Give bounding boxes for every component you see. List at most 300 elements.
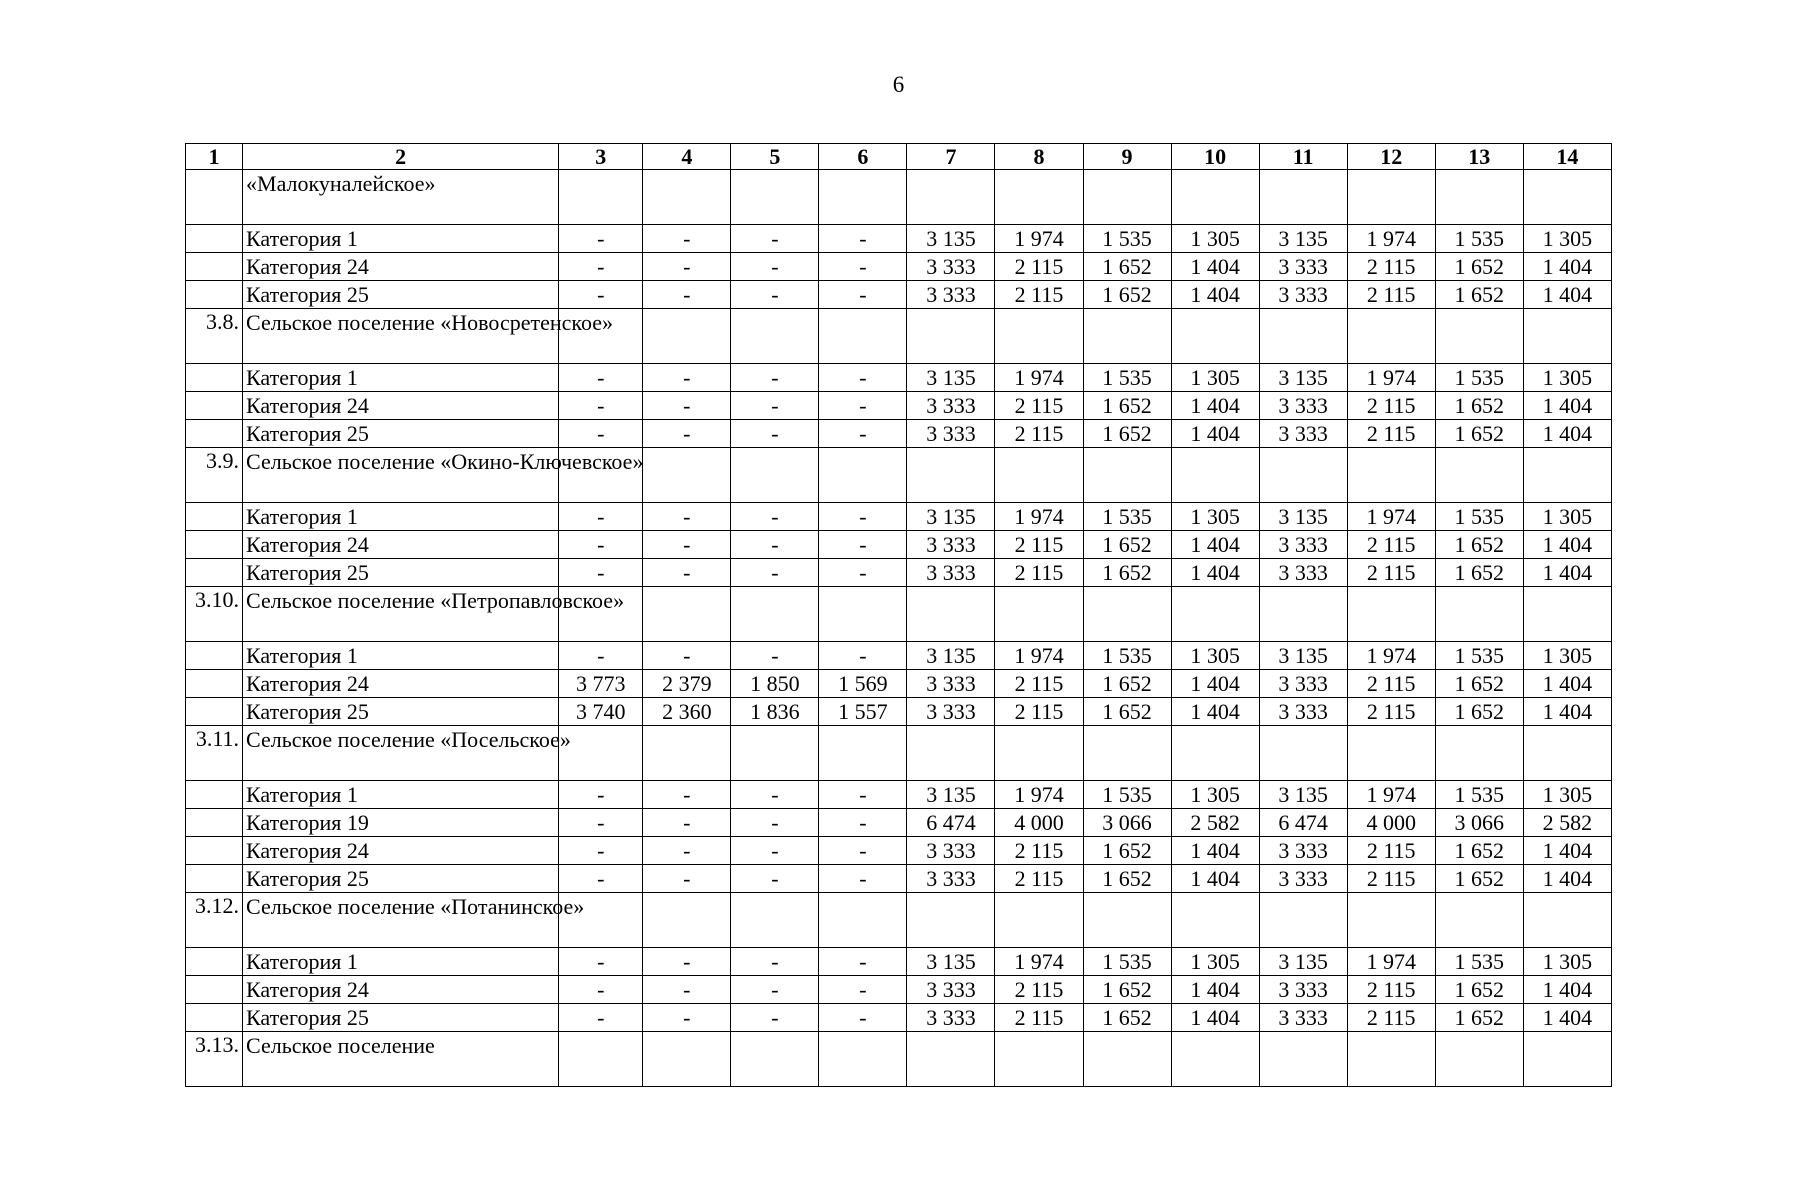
value-cell-col-4: - bbox=[643, 420, 731, 448]
value-cell-col-6: 1 557 bbox=[819, 698, 907, 726]
value-cell-col-6 bbox=[819, 309, 907, 364]
value-cell-col-12: 1 974 bbox=[1347, 642, 1435, 670]
value-cell-col-9: 1 652 bbox=[1083, 837, 1171, 865]
row-number: 3.9. bbox=[186, 448, 243, 503]
value-cell-col-13: 1 652 bbox=[1435, 531, 1523, 559]
row-number: 3.11. bbox=[186, 726, 243, 781]
value-cell-col-4 bbox=[643, 587, 731, 642]
row-number: 3.13. bbox=[186, 1032, 243, 1087]
row-number bbox=[186, 503, 243, 531]
value-cell-col-9: 1 652 bbox=[1083, 531, 1171, 559]
category-name: Категория 25 bbox=[243, 1004, 559, 1032]
value-cell-col-11: 3 333 bbox=[1259, 837, 1347, 865]
row-number bbox=[186, 809, 243, 837]
value-cell-col-4: - bbox=[643, 865, 731, 893]
value-cell-col-5: - bbox=[731, 837, 819, 865]
value-cell-col-4: - bbox=[643, 281, 731, 309]
value-cell-col-9: 1 652 bbox=[1083, 976, 1171, 1004]
row-number bbox=[186, 559, 243, 587]
value-cell-col-9 bbox=[1083, 309, 1171, 364]
value-cell-col-8 bbox=[995, 170, 1083, 225]
value-cell-col-12: 2 115 bbox=[1347, 531, 1435, 559]
value-cell-col-3: 3 740 bbox=[559, 698, 643, 726]
value-cell-col-12: 1 974 bbox=[1347, 948, 1435, 976]
value-cell-col-7: 6 474 bbox=[907, 809, 995, 837]
row-number bbox=[186, 253, 243, 281]
value-cell-col-10: 1 404 bbox=[1171, 837, 1259, 865]
category-name: Категория 24 bbox=[243, 531, 559, 559]
value-cell-col-11: 3 333 bbox=[1259, 865, 1347, 893]
value-cell-col-12 bbox=[1347, 309, 1435, 364]
table-row bbox=[186, 976, 1612, 1004]
value-cell-col-10 bbox=[1171, 448, 1259, 503]
value-cell-col-12: 2 115 bbox=[1347, 559, 1435, 587]
category-name: Категория 25 bbox=[243, 420, 559, 448]
value-cell-col-10: 2 582 bbox=[1171, 809, 1259, 837]
table-row bbox=[186, 503, 1612, 531]
value-cell-col-11: 3 135 bbox=[1259, 225, 1347, 253]
value-cell-col-9: 1 535 bbox=[1083, 642, 1171, 670]
value-cell-col-6: - bbox=[819, 392, 907, 420]
value-cell-col-11 bbox=[1259, 170, 1347, 225]
value-cell-col-14: 1 305 bbox=[1523, 948, 1611, 976]
value-cell-col-10: 1 404 bbox=[1171, 392, 1259, 420]
column-header-1: 1 bbox=[186, 144, 243, 170]
value-cell-col-10: 1 305 bbox=[1171, 503, 1259, 531]
value-cell-col-3: - bbox=[559, 948, 643, 976]
value-cell-col-5: - bbox=[731, 253, 819, 281]
settlement-name: «Малокуналейское» bbox=[243, 170, 559, 225]
value-cell-col-10 bbox=[1171, 893, 1259, 948]
value-cell-col-5: - bbox=[731, 503, 819, 531]
value-cell-col-9: 1 535 bbox=[1083, 948, 1171, 976]
row-number: 3.12. bbox=[186, 893, 243, 948]
value-cell-col-14: 1 404 bbox=[1523, 837, 1611, 865]
column-header-5: 5 bbox=[731, 144, 819, 170]
value-cell-col-8: 2 115 bbox=[995, 531, 1083, 559]
value-cell-col-8 bbox=[995, 893, 1083, 948]
value-cell-col-6: 1 569 bbox=[819, 670, 907, 698]
section-row bbox=[186, 170, 1612, 225]
value-cell-col-8: 1 974 bbox=[995, 225, 1083, 253]
value-cell-col-13: 1 652 bbox=[1435, 976, 1523, 1004]
value-cell-col-11: 3 333 bbox=[1259, 670, 1347, 698]
value-cell-col-13: 1 535 bbox=[1435, 642, 1523, 670]
value-cell-col-10: 1 404 bbox=[1171, 420, 1259, 448]
value-cell-col-4: - bbox=[643, 1004, 731, 1032]
table-row bbox=[186, 948, 1612, 976]
table-row bbox=[186, 670, 1612, 698]
value-cell-col-7: 3 135 bbox=[907, 225, 995, 253]
value-cell-col-6: - bbox=[819, 1004, 907, 1032]
value-cell-col-13: 3 066 bbox=[1435, 809, 1523, 837]
table-body bbox=[186, 170, 1612, 1087]
value-cell-col-10: 1 305 bbox=[1171, 948, 1259, 976]
value-cell-col-9: 1 652 bbox=[1083, 865, 1171, 893]
value-cell-col-7: 3 135 bbox=[907, 781, 995, 809]
category-name: Категория 1 bbox=[243, 225, 559, 253]
row-number bbox=[186, 781, 243, 809]
column-header-3: 3 bbox=[559, 144, 643, 170]
value-cell-col-4: - bbox=[643, 781, 731, 809]
value-cell-col-13: 1 535 bbox=[1435, 781, 1523, 809]
value-cell-col-14 bbox=[1523, 587, 1611, 642]
category-name: Категория 24 bbox=[243, 837, 559, 865]
value-cell-col-7 bbox=[907, 309, 995, 364]
table-row bbox=[186, 1004, 1612, 1032]
value-cell-col-5: - bbox=[731, 1004, 819, 1032]
row-number bbox=[186, 948, 243, 976]
value-cell-col-6 bbox=[819, 893, 907, 948]
value-cell-col-13: 1 652 bbox=[1435, 281, 1523, 309]
value-cell-col-3 bbox=[559, 726, 643, 781]
value-cell-col-10 bbox=[1171, 309, 1259, 364]
value-cell-col-4 bbox=[643, 170, 731, 225]
value-cell-col-12 bbox=[1347, 893, 1435, 948]
table-row bbox=[186, 531, 1612, 559]
category-name: Категория 1 bbox=[243, 364, 559, 392]
value-cell-col-5 bbox=[731, 726, 819, 781]
value-cell-col-5: - bbox=[731, 225, 819, 253]
value-cell-col-14 bbox=[1523, 726, 1611, 781]
value-cell-col-8: 2 115 bbox=[995, 698, 1083, 726]
value-cell-col-13 bbox=[1435, 448, 1523, 503]
value-cell-col-11: 3 333 bbox=[1259, 531, 1347, 559]
value-cell-col-5 bbox=[731, 170, 819, 225]
value-cell-col-4: - bbox=[643, 976, 731, 1004]
value-cell-col-7: 3 333 bbox=[907, 281, 995, 309]
value-cell-col-9: 1 652 bbox=[1083, 698, 1171, 726]
value-cell-col-10: 1 404 bbox=[1171, 559, 1259, 587]
value-cell-col-5: 1 836 bbox=[731, 698, 819, 726]
row-number bbox=[186, 392, 243, 420]
table-row bbox=[186, 281, 1612, 309]
value-cell-col-13 bbox=[1435, 309, 1523, 364]
value-cell-col-7 bbox=[907, 448, 995, 503]
row-number bbox=[186, 1004, 243, 1032]
table-row bbox=[186, 420, 1612, 448]
value-cell-col-6: - bbox=[819, 559, 907, 587]
table-header-row bbox=[186, 144, 1612, 170]
value-cell-col-7: 3 333 bbox=[907, 865, 995, 893]
settlement-name: Сельское поселение «Новосретенское» bbox=[243, 309, 559, 364]
value-cell-col-13 bbox=[1435, 893, 1523, 948]
value-cell-col-9: 1 652 bbox=[1083, 1004, 1171, 1032]
row-number: 3.10. bbox=[186, 587, 243, 642]
value-cell-col-8: 4 000 bbox=[995, 809, 1083, 837]
value-cell-col-3: - bbox=[559, 642, 643, 670]
value-cell-col-11: 3 333 bbox=[1259, 976, 1347, 1004]
value-cell-col-8 bbox=[995, 448, 1083, 503]
value-cell-col-8: 2 115 bbox=[995, 253, 1083, 281]
value-cell-col-3: 3 773 bbox=[559, 670, 643, 698]
value-cell-col-8: 2 115 bbox=[995, 392, 1083, 420]
column-header-11: 11 bbox=[1259, 144, 1347, 170]
column-header-13: 13 bbox=[1435, 144, 1523, 170]
value-cell-col-7 bbox=[907, 726, 995, 781]
row-number bbox=[186, 837, 243, 865]
value-cell-col-13: 1 535 bbox=[1435, 364, 1523, 392]
column-header-4: 4 bbox=[643, 144, 731, 170]
row-number bbox=[186, 865, 243, 893]
column-header-8: 8 bbox=[995, 144, 1083, 170]
value-cell-col-7: 3 333 bbox=[907, 253, 995, 281]
value-cell-col-8 bbox=[995, 309, 1083, 364]
value-cell-col-11 bbox=[1259, 587, 1347, 642]
value-cell-col-13: 1 652 bbox=[1435, 1004, 1523, 1032]
value-cell-col-12 bbox=[1347, 1032, 1435, 1087]
value-cell-col-13: 1 652 bbox=[1435, 420, 1523, 448]
value-cell-col-14: 2 582 bbox=[1523, 809, 1611, 837]
value-cell-col-6: - bbox=[819, 837, 907, 865]
value-cell-col-11: 3 135 bbox=[1259, 948, 1347, 976]
value-cell-col-14: 1 404 bbox=[1523, 253, 1611, 281]
value-cell-col-9: 1 652 bbox=[1083, 559, 1171, 587]
value-cell-col-5 bbox=[731, 448, 819, 503]
value-cell-col-7 bbox=[907, 893, 995, 948]
table-row bbox=[186, 781, 1612, 809]
value-cell-col-6: - bbox=[819, 865, 907, 893]
value-cell-col-11 bbox=[1259, 1032, 1347, 1087]
value-cell-col-14: 1 404 bbox=[1523, 281, 1611, 309]
value-cell-col-4: 2 379 bbox=[643, 670, 731, 698]
value-cell-col-8 bbox=[995, 1032, 1083, 1087]
value-cell-col-10: 1 305 bbox=[1171, 364, 1259, 392]
value-cell-col-3: - bbox=[559, 392, 643, 420]
value-cell-col-14 bbox=[1523, 309, 1611, 364]
value-cell-col-3 bbox=[559, 1032, 643, 1087]
value-cell-col-11: 3 135 bbox=[1259, 503, 1347, 531]
value-cell-col-5: - bbox=[731, 559, 819, 587]
settlement-name: Сельское поселение «Петропавловское» bbox=[243, 587, 559, 642]
value-cell-col-3: - bbox=[559, 503, 643, 531]
value-cell-col-4: - bbox=[643, 559, 731, 587]
value-cell-col-13: 1 652 bbox=[1435, 865, 1523, 893]
section-row bbox=[186, 448, 1612, 503]
value-cell-col-14: 1 404 bbox=[1523, 392, 1611, 420]
value-cell-col-4: - bbox=[643, 531, 731, 559]
value-cell-col-8: 2 115 bbox=[995, 837, 1083, 865]
value-cell-col-4 bbox=[643, 1032, 731, 1087]
value-cell-col-6: - bbox=[819, 503, 907, 531]
value-cell-col-13 bbox=[1435, 587, 1523, 642]
value-cell-col-3: - bbox=[559, 225, 643, 253]
value-cell-col-9 bbox=[1083, 448, 1171, 503]
value-cell-col-6: - bbox=[819, 531, 907, 559]
value-cell-col-7: 3 333 bbox=[907, 698, 995, 726]
value-cell-col-13: 1 652 bbox=[1435, 698, 1523, 726]
value-cell-col-12 bbox=[1347, 170, 1435, 225]
value-cell-col-14: 1 404 bbox=[1523, 420, 1611, 448]
value-cell-col-8: 1 974 bbox=[995, 642, 1083, 670]
value-cell-col-14 bbox=[1523, 448, 1611, 503]
column-header-14: 14 bbox=[1523, 144, 1611, 170]
value-cell-col-11 bbox=[1259, 726, 1347, 781]
row-number bbox=[186, 642, 243, 670]
value-cell-col-14: 1 404 bbox=[1523, 865, 1611, 893]
value-cell-col-7: 3 333 bbox=[907, 1004, 995, 1032]
value-cell-col-4 bbox=[643, 893, 731, 948]
value-cell-col-13: 1 652 bbox=[1435, 670, 1523, 698]
value-cell-col-7: 3 333 bbox=[907, 670, 995, 698]
table-row bbox=[186, 253, 1612, 281]
value-cell-col-4: - bbox=[643, 642, 731, 670]
value-cell-col-4 bbox=[643, 726, 731, 781]
table-row bbox=[186, 559, 1612, 587]
section-row bbox=[186, 893, 1612, 948]
settlement-name: Сельское поселение «Посельское» bbox=[243, 726, 559, 781]
value-cell-col-12 bbox=[1347, 448, 1435, 503]
table-row bbox=[186, 865, 1612, 893]
settlement-name: Сельское поселение «Окино-Ключевское» bbox=[243, 448, 559, 503]
value-cell-col-3: - bbox=[559, 559, 643, 587]
value-cell-col-9: 1 652 bbox=[1083, 420, 1171, 448]
category-name: Категория 24 bbox=[243, 392, 559, 420]
value-cell-col-14: 1 305 bbox=[1523, 642, 1611, 670]
value-cell-col-12: 2 115 bbox=[1347, 837, 1435, 865]
row-number bbox=[186, 531, 243, 559]
value-cell-col-11 bbox=[1259, 448, 1347, 503]
value-cell-col-8: 2 115 bbox=[995, 420, 1083, 448]
value-cell-col-7: 3 333 bbox=[907, 420, 995, 448]
value-cell-col-4: - bbox=[643, 837, 731, 865]
value-cell-col-13: 1 652 bbox=[1435, 837, 1523, 865]
value-cell-col-5: - bbox=[731, 642, 819, 670]
value-cell-col-5: - bbox=[731, 781, 819, 809]
section-row bbox=[186, 587, 1612, 642]
value-cell-col-7: 3 135 bbox=[907, 364, 995, 392]
value-cell-col-5: 1 850 bbox=[731, 670, 819, 698]
value-cell-col-8: 2 115 bbox=[995, 559, 1083, 587]
value-cell-col-5: - bbox=[731, 865, 819, 893]
settlement-name: Сельское поселение «Потанинское» bbox=[243, 893, 559, 948]
value-cell-col-9 bbox=[1083, 893, 1171, 948]
value-cell-col-12: 2 115 bbox=[1347, 1004, 1435, 1032]
category-name: Категория 1 bbox=[243, 948, 559, 976]
table-row bbox=[186, 225, 1612, 253]
value-cell-col-9: 1 652 bbox=[1083, 281, 1171, 309]
row-number bbox=[186, 225, 243, 253]
value-cell-col-6: - bbox=[819, 364, 907, 392]
row-number bbox=[186, 420, 243, 448]
value-cell-col-6: - bbox=[819, 642, 907, 670]
value-cell-col-10: 1 305 bbox=[1171, 225, 1259, 253]
value-cell-col-6: - bbox=[819, 948, 907, 976]
table-row bbox=[186, 809, 1612, 837]
value-cell-col-6: - bbox=[819, 781, 907, 809]
value-cell-col-8: 1 974 bbox=[995, 781, 1083, 809]
value-cell-col-4: - bbox=[643, 364, 731, 392]
value-cell-col-10 bbox=[1171, 1032, 1259, 1087]
value-cell-col-14 bbox=[1523, 170, 1611, 225]
category-name: Категория 25 bbox=[243, 281, 559, 309]
value-cell-col-8: 1 974 bbox=[995, 948, 1083, 976]
value-cell-col-3: - bbox=[559, 420, 643, 448]
value-cell-col-12: 2 115 bbox=[1347, 253, 1435, 281]
value-cell-col-3 bbox=[559, 170, 643, 225]
page-number: 6 bbox=[892, 72, 905, 97]
value-cell-col-6 bbox=[819, 1032, 907, 1087]
value-cell-col-9: 1 652 bbox=[1083, 670, 1171, 698]
value-cell-col-7 bbox=[907, 1032, 995, 1087]
section-row bbox=[186, 309, 1612, 364]
column-header-6: 6 bbox=[819, 144, 907, 170]
value-cell-col-9 bbox=[1083, 587, 1171, 642]
column-header-12: 12 bbox=[1347, 144, 1435, 170]
value-cell-col-14: 1 305 bbox=[1523, 364, 1611, 392]
value-cell-col-9: 1 535 bbox=[1083, 225, 1171, 253]
value-cell-col-14: 1 305 bbox=[1523, 781, 1611, 809]
value-cell-col-10: 1 404 bbox=[1171, 976, 1259, 1004]
value-cell-col-9: 3 066 bbox=[1083, 809, 1171, 837]
value-cell-col-12: 1 974 bbox=[1347, 225, 1435, 253]
value-cell-col-6: - bbox=[819, 976, 907, 1004]
value-cell-col-10: 1 404 bbox=[1171, 865, 1259, 893]
value-cell-col-9 bbox=[1083, 170, 1171, 225]
value-cell-col-4: - bbox=[643, 503, 731, 531]
value-cell-col-13: 1 652 bbox=[1435, 253, 1523, 281]
table-row bbox=[186, 642, 1612, 670]
value-cell-col-10: 1 404 bbox=[1171, 531, 1259, 559]
value-cell-col-7: 3 333 bbox=[907, 392, 995, 420]
column-header-10: 10 bbox=[1171, 144, 1259, 170]
value-cell-col-6: - bbox=[819, 225, 907, 253]
value-cell-col-4 bbox=[643, 448, 731, 503]
value-cell-col-14: 1 404 bbox=[1523, 698, 1611, 726]
settlement-name: Сельское поселение bbox=[243, 1032, 559, 1087]
value-cell-col-10: 1 404 bbox=[1171, 670, 1259, 698]
value-cell-col-5 bbox=[731, 309, 819, 364]
value-cell-col-12: 2 115 bbox=[1347, 670, 1435, 698]
table-row bbox=[186, 837, 1612, 865]
category-name: Категория 25 bbox=[243, 559, 559, 587]
category-name: Категория 25 bbox=[243, 865, 559, 893]
row-number: 3.8. bbox=[186, 309, 243, 364]
value-cell-col-12 bbox=[1347, 726, 1435, 781]
value-cell-col-5: - bbox=[731, 531, 819, 559]
value-cell-col-4: 2 360 bbox=[643, 698, 731, 726]
value-cell-col-11: 3 135 bbox=[1259, 642, 1347, 670]
value-cell-col-11: 3 333 bbox=[1259, 420, 1347, 448]
value-cell-col-14: 1 404 bbox=[1523, 531, 1611, 559]
value-cell-col-3: - bbox=[559, 837, 643, 865]
value-cell-col-7: 3 135 bbox=[907, 948, 995, 976]
value-cell-col-6: - bbox=[819, 281, 907, 309]
column-header-9: 9 bbox=[1083, 144, 1171, 170]
category-name: Категория 24 bbox=[243, 253, 559, 281]
value-cell-col-8: 2 115 bbox=[995, 670, 1083, 698]
category-name: Категория 1 bbox=[243, 503, 559, 531]
value-cell-col-12: 2 115 bbox=[1347, 392, 1435, 420]
row-number bbox=[186, 281, 243, 309]
value-cell-col-12: 1 974 bbox=[1347, 503, 1435, 531]
value-cell-col-12: 4 000 bbox=[1347, 809, 1435, 837]
value-cell-col-5: - bbox=[731, 976, 819, 1004]
value-cell-col-11: 3 333 bbox=[1259, 698, 1347, 726]
value-cell-col-5: - bbox=[731, 392, 819, 420]
value-cell-col-4 bbox=[643, 309, 731, 364]
value-cell-col-12: 2 115 bbox=[1347, 420, 1435, 448]
column-header-7: 7 bbox=[907, 144, 995, 170]
value-cell-col-12: 1 974 bbox=[1347, 364, 1435, 392]
value-cell-col-5: - bbox=[731, 281, 819, 309]
value-cell-col-3: - bbox=[559, 865, 643, 893]
value-cell-col-10 bbox=[1171, 587, 1259, 642]
value-cell-col-4: - bbox=[643, 225, 731, 253]
column-header-2: 2 bbox=[243, 144, 559, 170]
value-cell-col-6 bbox=[819, 726, 907, 781]
table-row bbox=[186, 698, 1612, 726]
